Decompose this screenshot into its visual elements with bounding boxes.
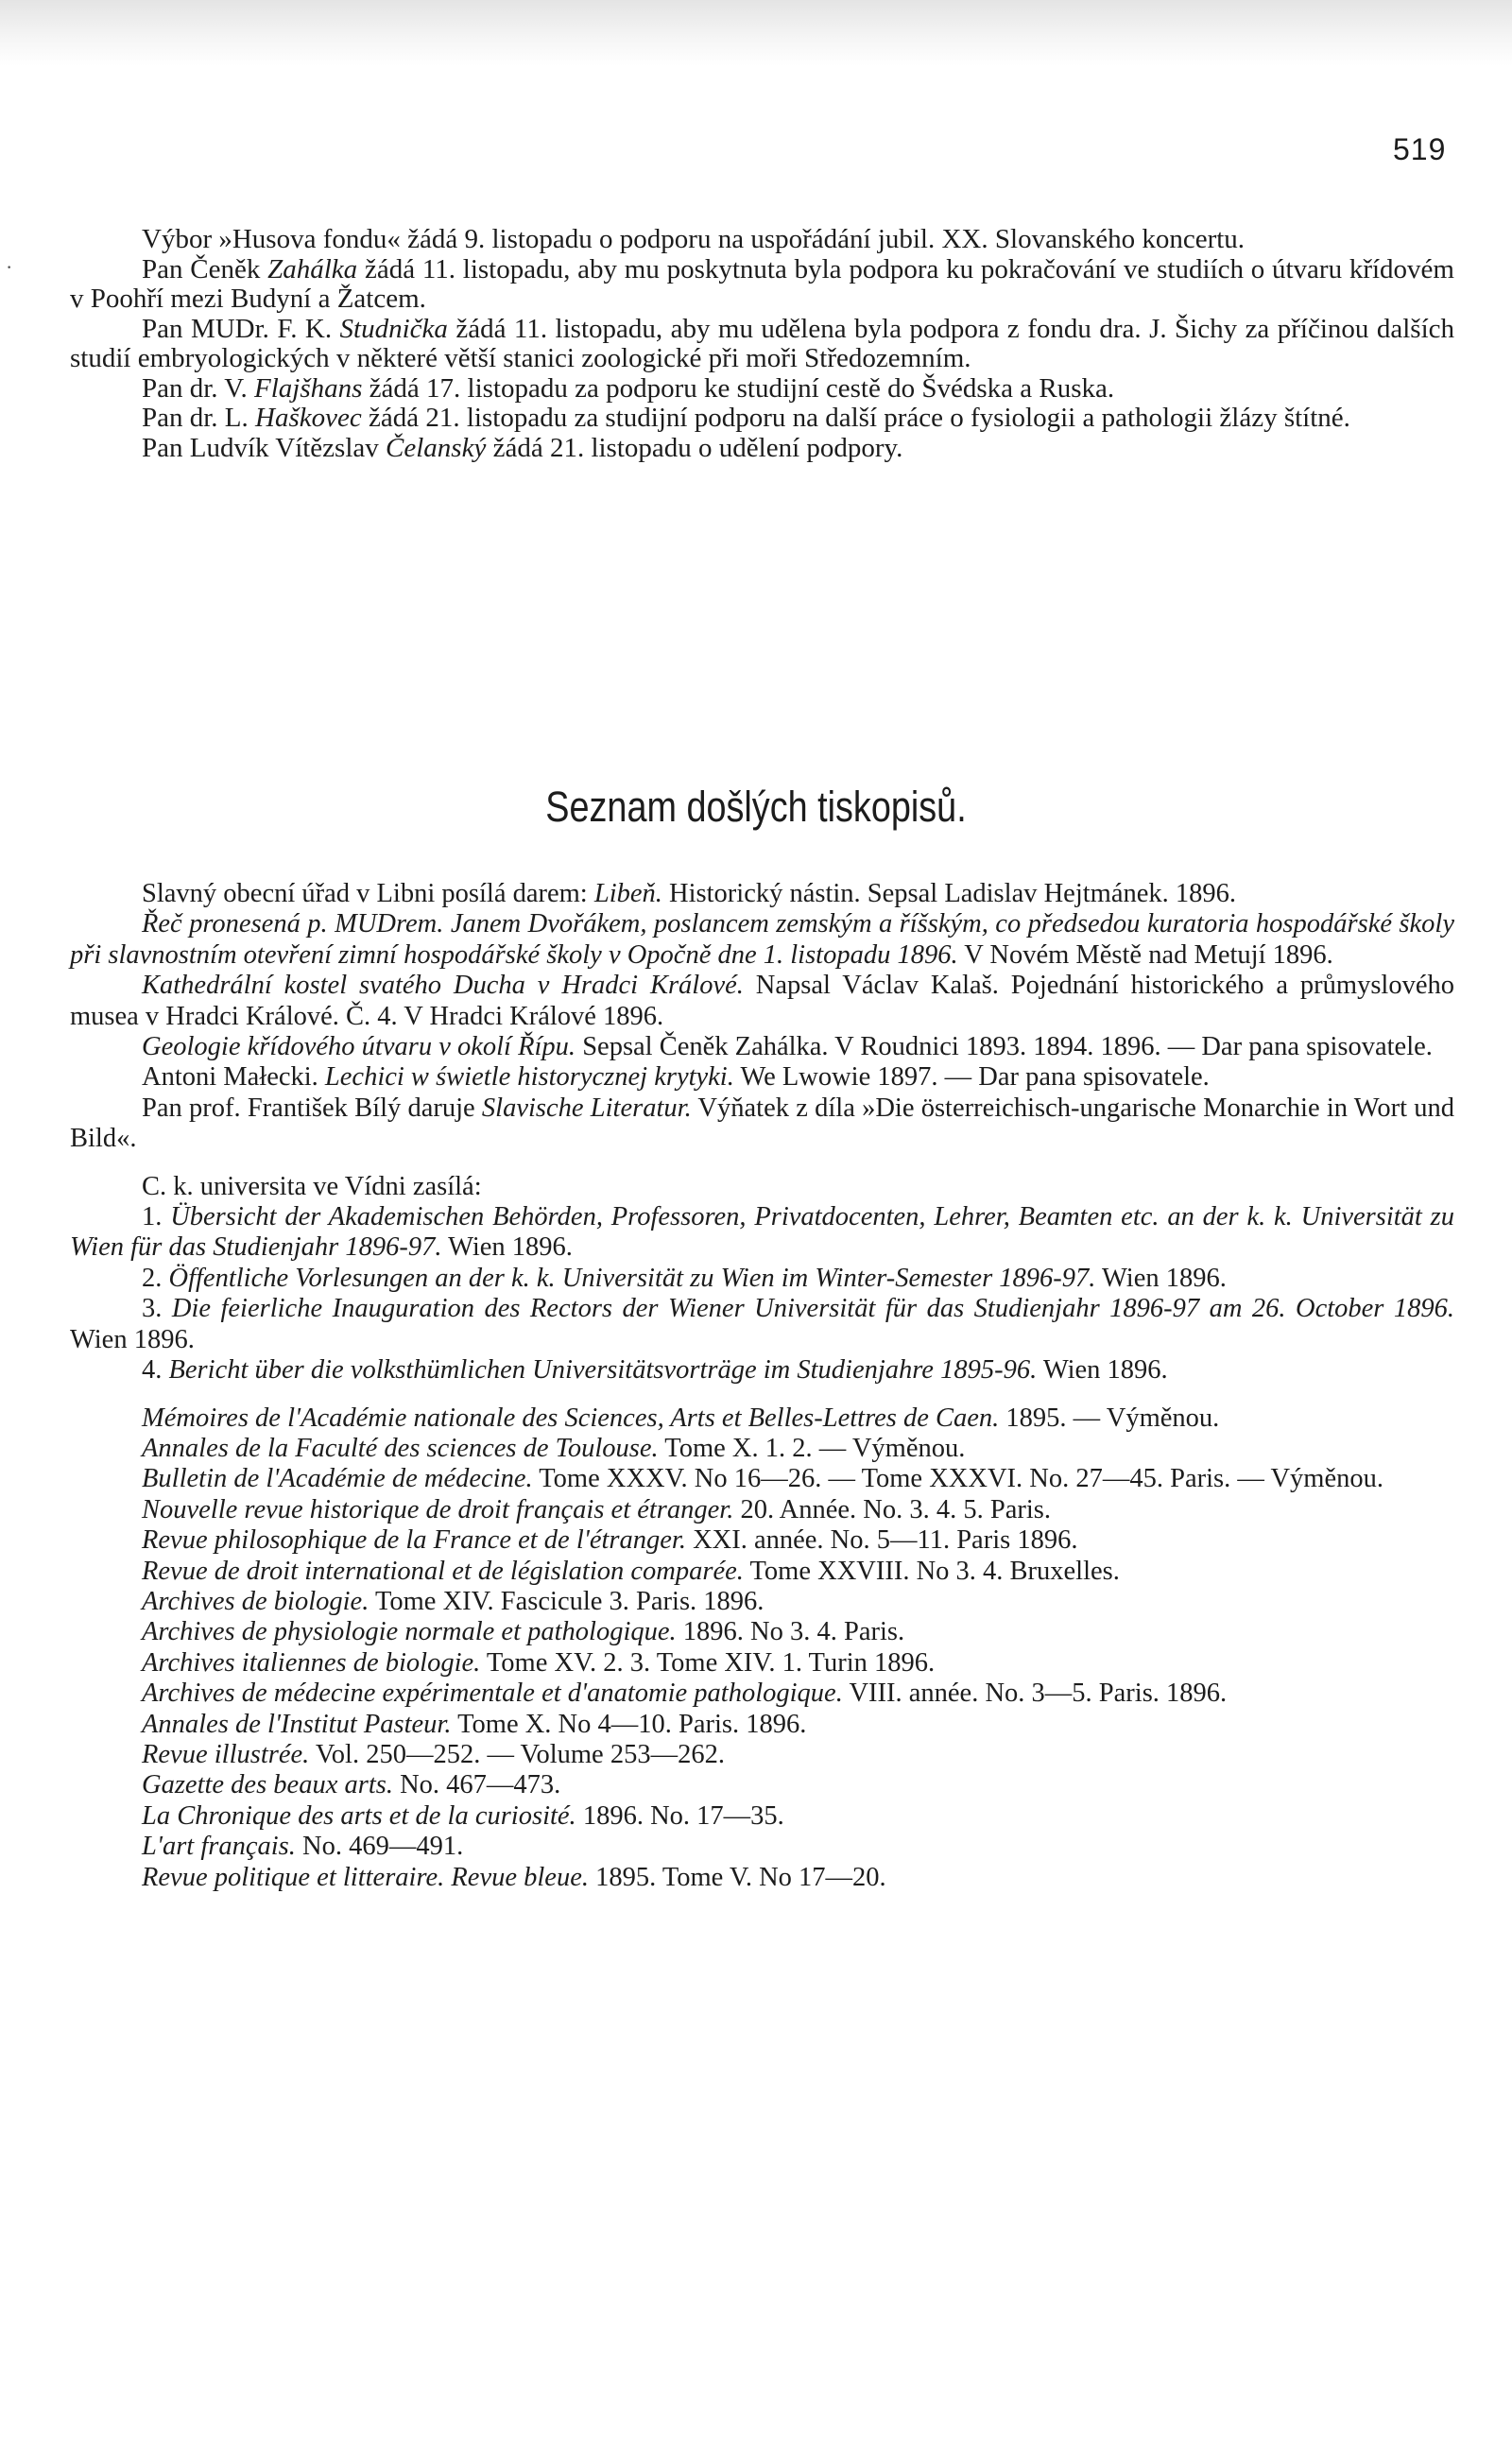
entry-text: Tome XIV. Fascicule 3. Paris. 1896. <box>369 1586 765 1616</box>
entry-paragraph <box>70 434 1454 464</box>
entry-text: 1896. No 3. 4. Paris. <box>676 1617 905 1647</box>
entry-text: žádá 17. listopadu za podporu ke studijní cestě do Švédska a Ruska. <box>362 372 1115 404</box>
entry-paragraph <box>70 1801 1454 1832</box>
entry-italic-title: Zahálka <box>267 253 358 284</box>
entry-paragraph <box>70 1464 1454 1494</box>
entry-italic-title: Bericht über die volksthümlichen Universitätsvorträge im Studienjahre 1895-96. <box>168 1355 1038 1386</box>
received-publications-list <box>70 879 1454 1893</box>
entry-text: XXI. année. No. 5—11. Paris 1896. <box>685 1525 1078 1556</box>
entry-paragraph <box>70 374 1454 405</box>
entry-paragraph <box>70 1557 1454 1587</box>
entry-paragraph <box>70 1355 1454 1386</box>
entry-text: V Novém Městě nad Metují 1896. <box>957 939 1333 970</box>
paragraph-gap <box>70 1386 1454 1403</box>
entry-italic-title: Studnička <box>339 313 448 344</box>
entry-text: žádá 11. listopadu, aby mu udělena byla podpora z fondu dra. J. Šichy za příčinou dalších studií embryologických v některé větší stanici zoologické při moři Středozemním. <box>70 313 1454 373</box>
entry-italic-title: Řeč pronesená p. MUDrem. Janem Dvořákem, poslancem zemským a říšským, co předsedou kuratoria hospodářské školy při slavnostním otevření zimní hospodářské školy v Opočně dne 1. listopadu 1896. <box>70 909 1454 970</box>
entry-paragraph <box>70 1093 1454 1155</box>
entry-paragraph <box>70 404 1454 434</box>
entry-text: 3. <box>142 1294 172 1324</box>
page-number: 519 <box>1393 132 1447 166</box>
entry-text: No. 467—473. <box>392 1770 561 1800</box>
entry-text: Tome XV. 2. 3. Tome XIV. 1. Turin 1896. <box>480 1647 936 1678</box>
entry-text: Pan dr. V. <box>142 372 254 404</box>
section-heading: Seznam došlých tiskopisů. <box>545 783 967 831</box>
entry-text: Historický nástin. Sepsal Ladislav Hejtmánek. 1896. <box>662 879 1237 908</box>
entry-text: Tome XXXV. No 16—26. — Tome XXXVI. No. 27—45. Paris. — Výměnou. <box>532 1464 1383 1494</box>
entry-text: žádá 11. listopadu, aby mu poskytnuta byla podpora ku pokračování ve studiích o útvaru křídovém v Poohří mezi Budyní a Žatcem. <box>70 253 1454 314</box>
entry-text: Wien 1896. <box>441 1232 573 1263</box>
entry-text: žádá 21. listopadu o udělení podpory. <box>486 432 903 463</box>
entry-italic-title: Archives de biologie. <box>142 1586 369 1616</box>
entry-paragraph <box>70 1202 1454 1264</box>
entry-italic-title: Lechici w świetle historycznej krytyki. <box>324 1062 734 1093</box>
entry-text: Pan prof. František Bílý daruje <box>142 1093 482 1123</box>
entry-italic-title: La Chronique des arts et de la curiosité. <box>142 1800 576 1831</box>
entry-paragraph <box>70 971 1454 1032</box>
entry-paragraph <box>70 1648 1454 1679</box>
entry-italic-title: Archives italiennes de biologie. <box>142 1647 481 1678</box>
entry-paragraph <box>70 1710 1454 1740</box>
entry-text: Pan Ludvík Vítězslav <box>142 432 387 463</box>
entry-italic-title: Kathedrální kostel svatého Ducha v Hradci Králové. <box>142 971 744 1001</box>
entry-text: 1. <box>142 1202 171 1232</box>
entry-text: We Lwowie 1897. — Dar pana spisovatele. <box>733 1062 1210 1093</box>
entry-text: 1895. — Výměnou. <box>999 1403 1220 1433</box>
entry-paragraph <box>70 1863 1454 1893</box>
entry-text: Tome XXVIII. No 3. 4. Bruxelles. <box>743 1556 1120 1586</box>
entry-paragraph <box>70 1032 1454 1062</box>
entry-text: Výbor »Husova fondu« žádá 9. listopadu o podporu na uspořádání jubil. XX. Slovanského koncertu. <box>142 224 1246 254</box>
entry-italic-title: Revue politique et litteraire. Revue bleue. <box>142 1862 589 1892</box>
entry-paragraph <box>70 1434 1454 1464</box>
entry-italic-title: L'art français. <box>142 1832 296 1862</box>
entry-text: žádá 21. listopadu za studijní podporu na další práce o fysiologii a pathologii žlázy štítné. <box>361 403 1350 433</box>
entry-text: 1895. Tome V. No 17—20. <box>588 1862 886 1892</box>
entry-text: Tome X. 1. 2. — Výměnou. <box>658 1433 966 1463</box>
entry-italic-title: Annales de la Faculté des sciences de Toulouse. <box>142 1433 659 1463</box>
entry-text: Sepsal Čeněk Zahálka. V Roudnici 1893. 1894. 1896. — Dar pana spisovatele. <box>576 1032 1433 1062</box>
entry-paragraph <box>70 1403 1454 1434</box>
entry-italic-title: Übersicht der Akademischen Behörden, Professoren, Privatdocenten, Lehrer, Beamten etc. an der k. k. Universität zu Wien für das Studienjahr 1896-97. <box>70 1202 1454 1263</box>
entry-paragraph <box>70 1679 1454 1709</box>
entry-text: VIII. année. No. 3—5. Paris. 1896. <box>842 1679 1228 1709</box>
entry-text: Vol. 250—252. — Volume 253—262. <box>309 1739 725 1769</box>
entry-italic-title: Haškovec <box>255 403 362 433</box>
entry-paragraph <box>70 1264 1454 1294</box>
entry-text: 4. <box>142 1355 169 1386</box>
margin-mark: · <box>6 255 13 279</box>
entry-text: Antoni Małecki. <box>142 1062 325 1093</box>
entry-italic-title: Die feierliche Inauguration des Rectors der Wiener Universität für das Studienjahr 1896-97 am 26. October 1896. <box>171 1294 1454 1324</box>
entry-italic-title: Öffentliche Vorlesungen an der k. k. Universität zu Wien im Winter-Semester 1896-97. <box>168 1263 1096 1293</box>
entry-italic-title: Revue de droit international et de législation comparée. <box>142 1556 744 1586</box>
entry-paragraph <box>70 1495 1454 1525</box>
entry-paragraph <box>70 1294 1454 1355</box>
entry-italic-title: Archives de médecine expérimentale et d'anatomie pathologique. <box>142 1679 843 1709</box>
entry-italic-title: Revue philosophique de la France et de l'étranger. <box>142 1525 686 1556</box>
entry-paragraph <box>70 1617 1454 1647</box>
entry-paragraph <box>70 1832 1454 1862</box>
entry-text: Wien 1896. <box>1037 1355 1168 1386</box>
entry-text: 1896. No. 17—35. <box>576 1800 784 1831</box>
entry-text: 2. <box>142 1263 169 1293</box>
scan-edge-shadow <box>0 0 1512 66</box>
entry-text: Wien 1896. <box>1095 1263 1227 1293</box>
entry-paragraph <box>70 879 1454 909</box>
entry-paragraph <box>70 1525 1454 1556</box>
entry-paragraph <box>70 1740 1454 1770</box>
requests-list <box>70 225 1454 463</box>
entry-italic-title: Mémoires de l'Académie nationale des Sciences, Arts et Belles-Lettres de Caen. <box>142 1403 1000 1433</box>
entry-text: No. 469—491. <box>295 1832 464 1862</box>
entry-italic-title: Revue illustrée. <box>142 1739 310 1769</box>
entry-italic-title: Bulletin de l'Académie de médecine. <box>142 1464 533 1494</box>
entry-paragraph <box>70 1172 1454 1202</box>
entry-paragraph <box>70 1770 1454 1800</box>
entry-text: Slavný obecní úřad v Libni posílá darem: <box>142 879 594 908</box>
entry-paragraph <box>70 1062 1454 1093</box>
entry-italic-title: Geologie křídového útvaru v okolí Řípu. <box>142 1032 576 1062</box>
entry-paragraph <box>70 315 1454 374</box>
entry-text: Napsal Václav Kalaš. Pojednání historického a průmyslového musea v Hradci Králové. Č. 4. V Hradci Králové 1896. <box>70 971 1455 1031</box>
entry-italic-title: Gazette des beaux arts. <box>142 1770 393 1800</box>
entry-italic-title: Slavische Literatur. <box>481 1093 692 1123</box>
entry-paragraph <box>70 255 1454 315</box>
entry-text: Tome X. No 4—10. Paris. 1896. <box>451 1709 807 1739</box>
entry-italic-title: Flajšhans <box>254 372 363 404</box>
entry-text: C. k. universita ve Vídni zasílá: <box>142 1171 482 1201</box>
entry-paragraph <box>70 909 1454 971</box>
entry-paragraph <box>70 225 1454 255</box>
entry-text: 20. Année. No. 3. 4. 5. Paris. <box>733 1494 1052 1524</box>
paragraph-gap <box>70 1155 1454 1172</box>
entry-text: Pan Čeněk <box>142 253 268 284</box>
entry-text: Výňatek z díla »Die österreichisch-ungarische Monarchie in Wort und Bild«. <box>70 1093 1455 1154</box>
entry-italic-title: Nouvelle revue historique de droit français et étranger. <box>142 1494 734 1524</box>
entry-italic-title: Libeň. <box>593 879 662 908</box>
entry-italic-title: Čelanský <box>386 432 487 463</box>
entry-text: Pan dr. L. <box>142 403 256 433</box>
entry-text: Wien 1896. <box>70 1324 195 1354</box>
entry-text: Pan MUDr. F. K. <box>142 313 340 344</box>
entry-paragraph <box>70 1587 1454 1617</box>
entry-italic-title: Annales de l'Institut Pasteur. <box>142 1709 452 1739</box>
entry-italic-title: Archives de physiologie normale et pathologique. <box>142 1617 677 1647</box>
